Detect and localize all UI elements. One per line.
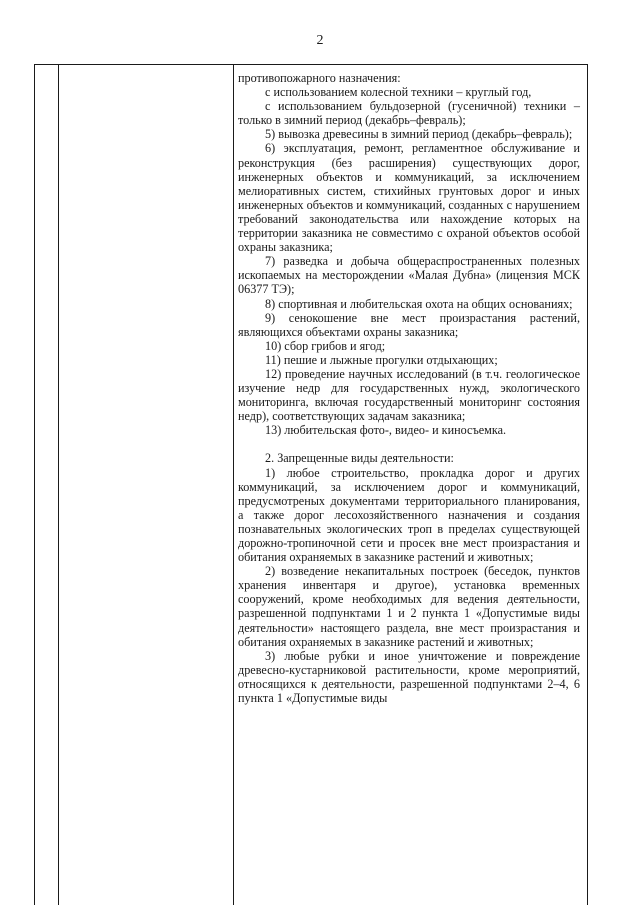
spacer — [238, 437, 580, 451]
paragraph: с использованием бульдозерной (гусеничной) техники – только в зимний период (декабрь–февраль); — [238, 99, 580, 128]
list-item: 9) сенокошение вне мест произрастания растений, являющихся объектами охраны заказника; — [238, 310, 580, 339]
list-item: 11) пешие и лыжные прогулки отдыхающих; — [265, 352, 498, 367]
list-item: 12) проведение научных исследований (в т.ч. геологическое изучение недр для государственных нужд, экологического мониторинга, включая государственный мониторинг состояния недр), соответствующих задачам заказника; — [238, 366, 580, 424]
list-item: 13) любительская фото-, видео- и киносъемка. — [265, 423, 507, 438]
page-number: 2 — [316, 33, 324, 48]
table-right-border — [587, 64, 588, 905]
list-item: 3) любые рубки и иное уничтожение и повреждение древесно-кустарниковой растительности, кроме мероприятий, относящихся к деятельности, разрешенной подпунктами 2–4, 6 пункта 1 «Допустимые виды — [238, 648, 580, 706]
list-item: 5) вывозка древесины в зимний период (декабрь–февраль); — [265, 127, 573, 142]
column-divider-2 — [233, 64, 234, 905]
list-item: 10) сбор грибов и ягод; — [265, 338, 386, 353]
document-body — [238, 71, 580, 705]
list-item: 8) спортивная и любительская охота на общих основаниях; — [265, 296, 573, 311]
paragraph: противопожарного назначения: — [238, 71, 401, 85]
table-left-border — [34, 64, 35, 905]
section-heading: 2. Запрещенные виды деятельности: — [265, 451, 454, 466]
paragraph: с использованием колесной техники – круглый год, — [265, 85, 532, 100]
list-item: 7) разведка и добыча общераспространенных полезных ископаемых на месторождении «Малая Дубна» (лицензия МСК 06377 ТЭ); — [238, 254, 580, 297]
list-item: 2) возведение некапитальных построек (беседок, пунктов хранения инвентаря и другое), установка временных сооружений, кроме необходимых для ведения деятельности, разрешенной подпунктами 1 и 2 пункта 1 «Допустимые виды деятельности» настоящего раздела, вне мест произрастания и обитания охраняемых в заказнике растений и животных; — [238, 564, 580, 649]
table-top-border — [34, 64, 588, 65]
column-divider-1 — [58, 64, 59, 905]
list-item: 6) эксплуатация, ремонт, регламентное обслуживание и реконструкция (без расширения) существующих дорог, инженерных объектов и коммуникаций, за исключением мелиоративных систем, стихийных грунтовых дорог и иных инженерных объектов и коммуникаций, созданных с нарушением требований законодательства или нахождение которых на территории заказника не совместимо с охраной объектов особой охраны заказника; — [238, 141, 580, 255]
list-item: 1) любое строительство, прокладка дорог и других коммуникаций, за исключением дорог и коммуникаций, предусмотреных документами территориального планирования, а также дорог лесохозяйственного назначения и создания познавательных экологических троп в пределах существующей дорожно-тропиночной сети и просек вне мест произрастания и обитания охраняемых в заказнике растений и животных; — [238, 465, 580, 565]
